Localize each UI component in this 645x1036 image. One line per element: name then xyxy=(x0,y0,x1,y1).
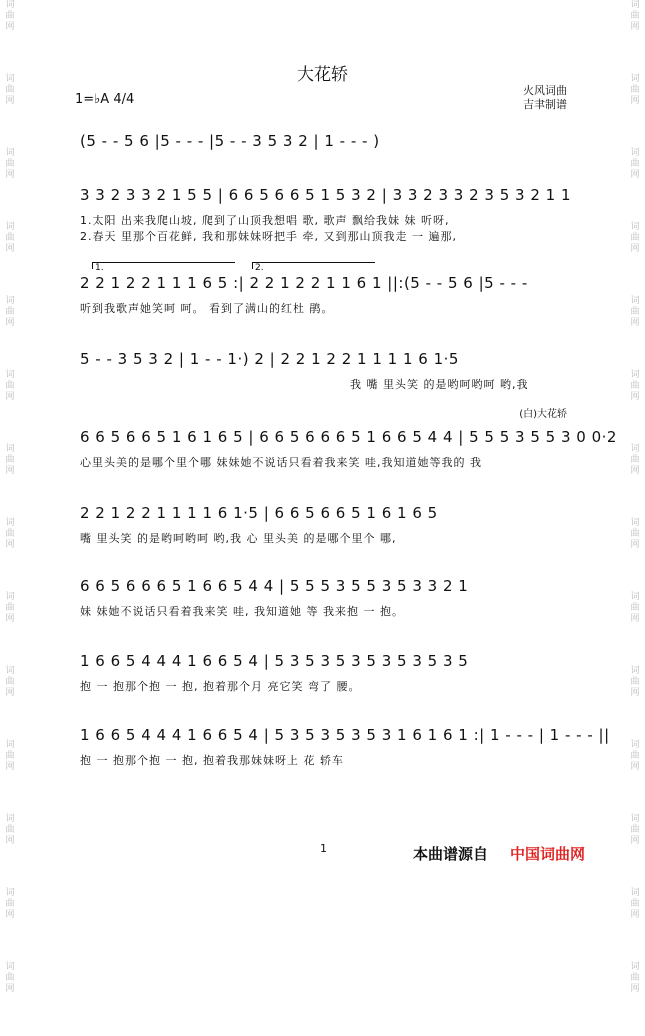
watermark-text: 词 曲 网 xyxy=(5,148,15,180)
key-signature: 1=♭A 4/4 xyxy=(75,92,135,107)
notes-row-4: 5 - - 3 5 3 2 | 1 - - 1·) 2 | 2 2 1 2 2 1 1 1 1 6 1·5 xyxy=(80,350,459,368)
watermark-text: 词 曲 网 xyxy=(630,888,640,920)
source-label: 本曲谱源自 xyxy=(413,845,489,863)
score-row-1 xyxy=(80,128,570,158)
notes-row-3: 2 2 1 2 2 1 1 1 6 5 :| 2 2 1 2 2 1 1 6 1 ||:(5 - - 5 6 |5 - - - xyxy=(80,274,528,292)
watermark-text: 词 曲 网 xyxy=(630,222,640,254)
volta-second: 2. xyxy=(252,262,375,269)
lyrics-row-5: 心里头美的是哪个里个哪 妹妹她不说话只看着我来笑 哇,我知道她等我的 我 xyxy=(80,456,482,469)
watermark-text: 词 曲 网 xyxy=(630,74,640,106)
lyrics-row-9: 抱 一 抱那个抱 一 抱, 抱着我那妹妹呀上 花 轿车 xyxy=(80,754,344,767)
watermark-text: 词 曲 网 xyxy=(5,296,15,328)
watermark-text: 词 曲 网 xyxy=(5,370,15,402)
volta-first: 1. xyxy=(92,262,235,269)
transcriber: 吉聿制谱 xyxy=(523,98,567,111)
notes-row-2: 3 3 2 3 3 2 1 5 5 | 6 6 5 6 6 5 1 5 3 2 | 3 3 2 3 3 2 3 5 3 2 1 1 xyxy=(80,186,572,204)
source-site[interactable]: 中国词曲网 xyxy=(510,845,586,863)
notes-row-7: 6 6 5 6 6 6 5 1 6 6 5 4 4 | 5 5 5 3 5 5 3 5 3 3 2 1 xyxy=(80,577,469,595)
lyrics-row-3: 听到我歌声她笑呵 呵。 看到了满山的红杜 鹃。 xyxy=(80,302,334,315)
lyrics-row-7: 妹 妹她不说话只看着我来笑 哇, 我知道她 等 我来抱 一 抱。 xyxy=(80,605,404,618)
watermark-text: 词 曲 网 xyxy=(5,740,15,772)
watermark-right xyxy=(628,0,642,1036)
notes-row-6: 2 2 1 2 2 1 1 1 1 6 1·5 | 6 6 5 6 6 5 1 6 1 6 5 xyxy=(80,504,438,522)
source-credit xyxy=(413,843,585,864)
spoken-note: (白)大花轿 xyxy=(519,409,567,420)
lyrics-row-2-verse-1: 1.太阳 出来我爬山坡, 爬到了山顶我想唱 歌, 歌声 飘给我妹 妹 听呀, xyxy=(80,214,450,227)
lyrics-row-2-verse-2: 2.春天 里那个百花鲜, 我和那妹妹呀把手 牵, 又到那山顶我走 一 遍那, xyxy=(80,230,457,243)
score-row-9 xyxy=(80,722,610,767)
page-number: 1 xyxy=(320,842,327,855)
notes-row-1: (5 - - 5 6 |5 - - - |5 - - 3 5 3 2 | 1 - - - ) xyxy=(80,132,380,150)
watermark-text: 词 曲 网 xyxy=(630,518,640,550)
watermark-text: 词 曲 网 xyxy=(5,814,15,846)
credits xyxy=(523,84,567,112)
watermark-text: 词 曲 网 xyxy=(630,740,640,772)
lyrics-row-6: 嘴 里头笑 的是哟呵哟呵 哟,我 心 里头美 的是哪个里个 哪, xyxy=(80,532,397,545)
watermark-text: 词 曲 网 xyxy=(5,444,15,476)
watermark-text: 词 曲 网 xyxy=(5,888,15,920)
watermark-text: 词 曲 网 xyxy=(5,592,15,624)
score-row-8 xyxy=(80,648,570,692)
watermark-text: 词 曲 网 xyxy=(5,222,15,254)
watermark-text: 词 曲 网 xyxy=(630,444,640,476)
watermark-text: 词 曲 网 xyxy=(630,0,640,32)
watermark-text: 词 曲 网 xyxy=(630,592,640,624)
watermark-text: 词 曲 网 xyxy=(5,666,15,698)
score-row-6 xyxy=(80,500,570,544)
watermark-text: 词 曲 网 xyxy=(5,0,15,32)
watermark-text: 词 曲 网 xyxy=(630,666,640,698)
score-row-2 xyxy=(80,182,570,242)
watermark-text: 词 曲 网 xyxy=(630,814,640,846)
score-row-3 xyxy=(80,262,570,315)
watermark-text: 词 曲 网 xyxy=(630,370,640,402)
lyrics-row-4: 我 嘴 里头笑 的是哟呵哟呵 哟,我 xyxy=(350,378,529,391)
watermark-text: 词 曲 网 xyxy=(630,296,640,328)
watermark-left xyxy=(3,0,17,1036)
watermark-text: 词 曲 网 xyxy=(5,74,15,106)
score-row-5 xyxy=(80,424,617,469)
watermark-text: 词 曲 网 xyxy=(5,518,15,550)
score-row-4 xyxy=(80,346,570,390)
score-row-7 xyxy=(80,573,570,617)
lyrics-row-8: 抱 一 抱那个抱 一 抱, 抱着那个月 亮它笑 弯了 腰。 xyxy=(80,680,361,693)
lyricist-composer: 火风词曲 xyxy=(523,84,567,97)
notes-row-8: 1 6 6 5 4 4 4 1 6 6 5 4 | 5 3 5 3 5 3 5 3 5 3 5 3 5 xyxy=(80,652,469,670)
notes-row-9: 1 6 6 5 4 4 4 1 6 6 5 4 | 5 3 5 3 5 3 5 3 1 6 1 6 1 :| 1 - - - | 1 - - - || xyxy=(80,726,610,744)
notes-row-5: 6 6 5 6 6 5 1 6 1 6 5 | 6 6 5 6 6 6 5 1 6 6 5 4 4 | 5 5 5 3 5 5 3 0 0·2 xyxy=(80,428,617,446)
song-title: 大花轿 xyxy=(297,65,348,85)
watermark-text: 词 曲 网 xyxy=(630,962,640,994)
watermark-text: 词 曲 网 xyxy=(5,962,15,994)
watermark-text: 词 曲 网 xyxy=(630,148,640,180)
